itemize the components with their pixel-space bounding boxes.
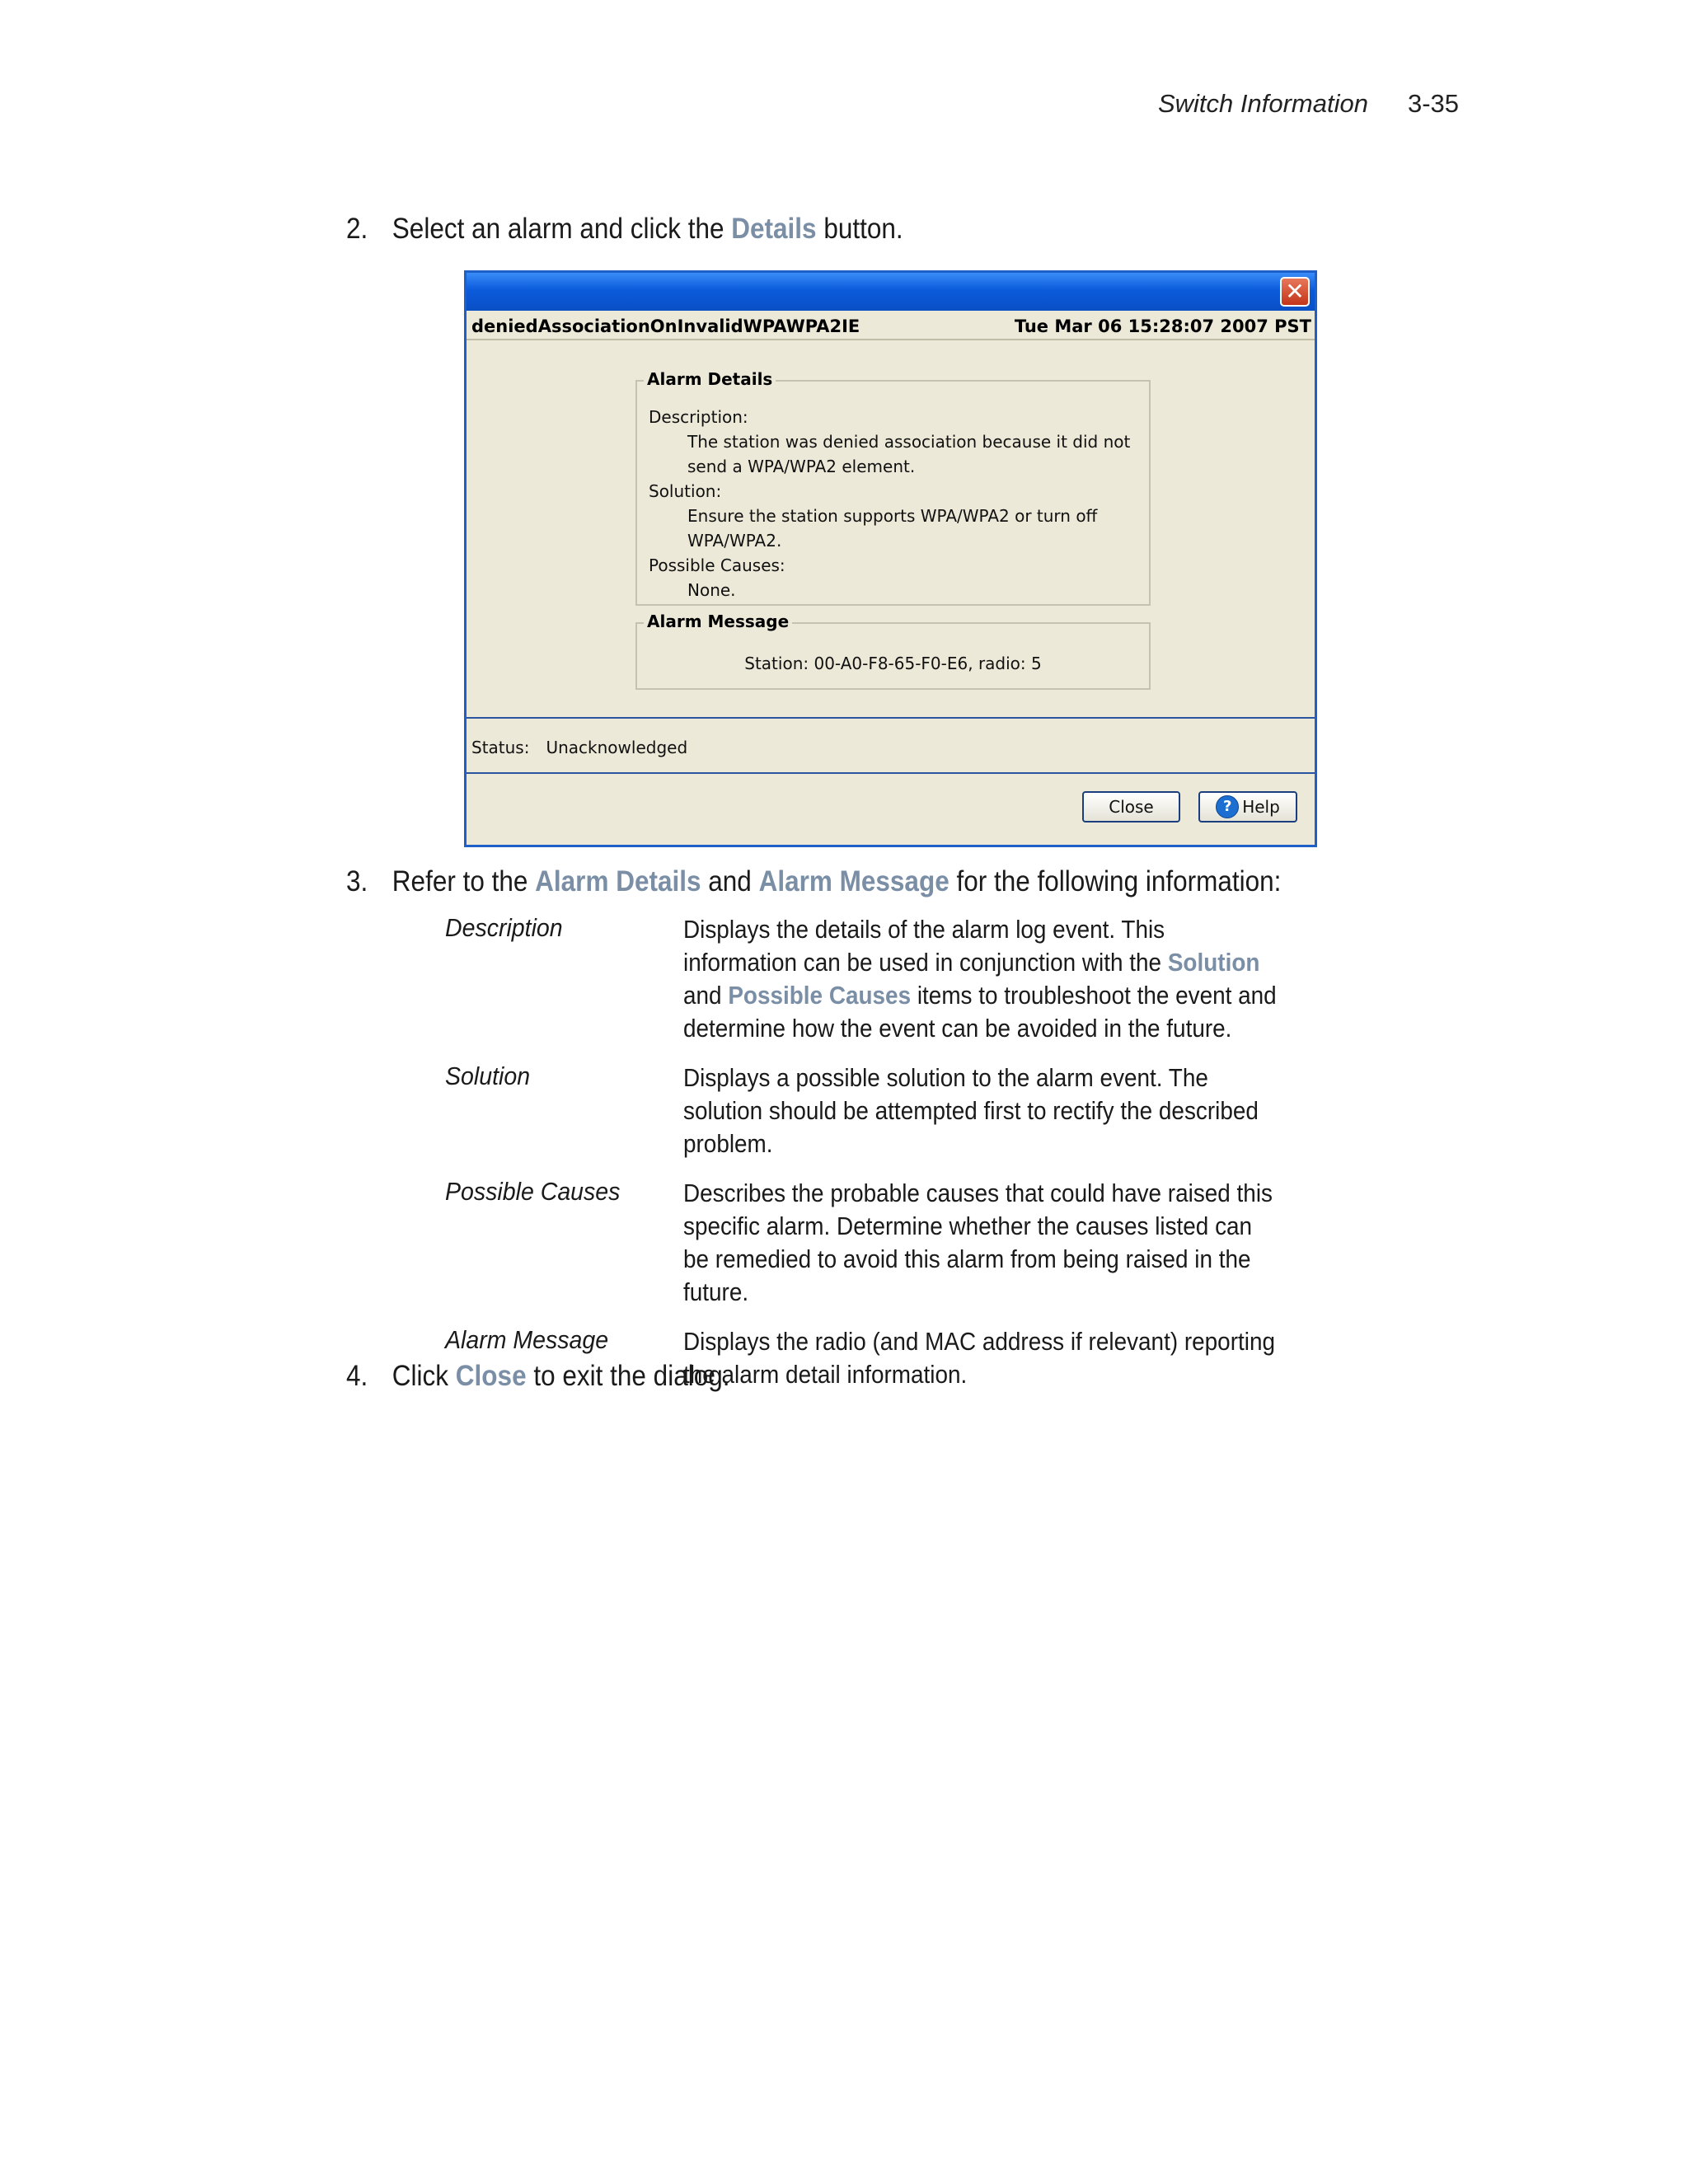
- dialog-titlebar: [467, 273, 1315, 311]
- solution-text: Ensure the station supports WPA/WPA2 or turn off: [687, 506, 1098, 526]
- alarm-name: deniedAssociationOnInvalidWPAWPA2IE: [471, 316, 860, 336]
- description-text: send a WPA/WPA2 element.: [687, 457, 916, 476]
- alarm-details-dialog-screenshot: [464, 270, 1317, 847]
- description-text: The station was denied association because it did not: [687, 432, 1131, 452]
- alarm-header: [467, 311, 1315, 340]
- alarm-message-text: Station: 00-A0-F8-65-F0-E6, radio: 5: [744, 654, 1042, 673]
- step-3: 3. Refer to the Alarm Details and Alarm Message for the following information:: [346, 865, 1282, 898]
- possible-causes-text: None.: [687, 580, 736, 600]
- alarm-message-group: [635, 612, 1151, 690]
- alarm-details-legend: Alarm Details: [644, 369, 776, 389]
- definition-text: Displays a possible solution to the alarm event. The solution should be attempted first to rectify the described problem.: [683, 1063, 1259, 1158]
- possible-causes-label: Possible Causes:: [649, 555, 785, 575]
- close-icon[interactable]: ✕: [1280, 277, 1310, 307]
- step-4: 4. Click Close to exit the dialog.: [346, 1360, 730, 1392]
- alarm-message-term: Alarm Message: [758, 865, 950, 898]
- status-value: Unacknowledged: [546, 738, 688, 757]
- close-button[interactable]: Close: [1082, 791, 1180, 823]
- status-line: [471, 738, 687, 757]
- step-2: 2. Select an alarm and click the Details button.: [346, 213, 903, 245]
- alarm-timestamp: Tue Mar 06 15:28:07 2007 PST: [1014, 316, 1311, 336]
- definition-text: Displays the details of the alarm log event. This information can be used in conjunction with the Solution and Possible Causes items to troubleshoot the event and determine how the event can be avoided in the future.: [683, 915, 1277, 1043]
- page-number: 3-35: [1407, 89, 1459, 118]
- alarm-details-group: [635, 369, 1151, 606]
- definition-term: Solution: [445, 1062, 531, 1090]
- definition-term: Possible Causes: [445, 1177, 621, 1206]
- step-number: 2.: [346, 213, 368, 245]
- divider: [467, 717, 1315, 719]
- help-button[interactable]: ? Help: [1198, 791, 1297, 823]
- step-number: 4.: [346, 1360, 368, 1392]
- section-title: Switch Information: [1157, 89, 1368, 118]
- definition-table: [445, 913, 1352, 1408]
- divider: [467, 772, 1315, 774]
- definition-term: Alarm Message: [445, 1325, 609, 1354]
- definition-text: Describes the probable causes that could have raised this specific alarm. Determine whether the causes listed can be remedied to avoid this alarm from being raised in the future.: [683, 1179, 1273, 1306]
- page-header: [1158, 89, 1459, 119]
- help-icon: ?: [1216, 795, 1239, 818]
- definition-row: [445, 1177, 1352, 1309]
- status-label: Status:: [471, 738, 530, 757]
- definition-row: [445, 1062, 1352, 1160]
- solution-label: Solution:: [649, 481, 722, 501]
- alarm-message-legend: Alarm Message: [644, 612, 792, 631]
- definition-row: [445, 913, 1352, 1045]
- definition-term: Description: [445, 913, 563, 942]
- description-label: Description:: [649, 407, 748, 427]
- step-number: 3.: [346, 865, 368, 898]
- alarm-details-term: Alarm Details: [535, 865, 701, 898]
- details-term: Details: [731, 213, 817, 245]
- solution-text: WPA/WPA2.: [687, 531, 782, 551]
- close-term: Close: [455, 1360, 527, 1392]
- definition-text: Displays the radio (and MAC address if relevant) reporting the alarm detail information.: [683, 1327, 1275, 1389]
